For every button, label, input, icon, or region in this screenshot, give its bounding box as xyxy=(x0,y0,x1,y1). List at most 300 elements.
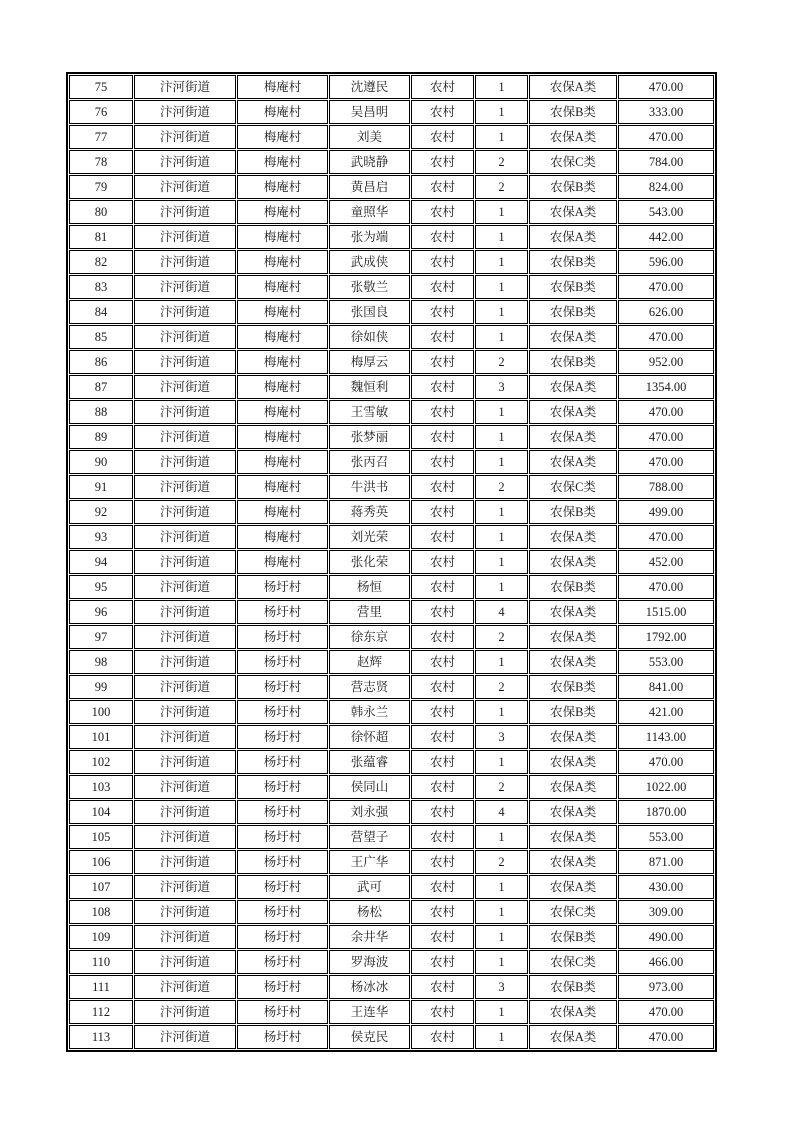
cell-category: 农保C类 xyxy=(529,950,617,974)
cell-street: 汴河街道 xyxy=(134,800,236,824)
cell-person-name: 张为端 xyxy=(329,225,410,249)
cell-sequence-number: 91 xyxy=(69,475,133,499)
cell-category: 农保A类 xyxy=(529,125,617,149)
cell-sequence-number: 93 xyxy=(69,525,133,549)
cell-person-name: 张敬兰 xyxy=(329,275,410,299)
cell-type: 农村 xyxy=(411,925,474,949)
cell-village: 杨圩村 xyxy=(237,1000,328,1024)
cell-sequence-number: 76 xyxy=(69,100,133,124)
cell-person-count: 1 xyxy=(475,400,528,424)
cell-amount: 470.00 xyxy=(618,575,714,599)
cell-person-name: 蒋秀英 xyxy=(329,500,410,524)
cell-street: 汴河街道 xyxy=(134,350,236,374)
cell-type: 农村 xyxy=(411,500,474,524)
cell-sequence-number: 81 xyxy=(69,225,133,249)
cell-person-name: 张化荣 xyxy=(329,550,410,574)
cell-street: 汴河街道 xyxy=(134,625,236,649)
cell-type: 农村 xyxy=(411,700,474,724)
cell-person-count: 2 xyxy=(475,850,528,874)
cell-type: 农村 xyxy=(411,250,474,274)
cell-amount: 470.00 xyxy=(618,75,714,99)
cell-sequence-number: 109 xyxy=(69,925,133,949)
cell-village: 杨圩村 xyxy=(237,725,328,749)
cell-type: 农村 xyxy=(411,575,474,599)
cell-person-name: 赵辉 xyxy=(329,650,410,674)
table-row xyxy=(69,700,714,724)
cell-village: 梅庵村 xyxy=(237,225,328,249)
cell-street: 汴河街道 xyxy=(134,475,236,499)
cell-street: 汴河街道 xyxy=(134,175,236,199)
cell-person-count: 1 xyxy=(475,1025,528,1049)
cell-street: 汴河街道 xyxy=(134,500,236,524)
table-row xyxy=(69,350,714,374)
cell-village: 杨圩村 xyxy=(237,950,328,974)
cell-category: 农保B类 xyxy=(529,975,617,999)
cell-sequence-number: 104 xyxy=(69,800,133,824)
cell-street: 汴河街道 xyxy=(134,850,236,874)
cell-amount: 841.00 xyxy=(618,675,714,699)
table-row xyxy=(69,575,714,599)
cell-amount: 470.00 xyxy=(618,450,714,474)
cell-type: 农村 xyxy=(411,850,474,874)
table-row xyxy=(69,275,714,299)
cell-person-count: 1 xyxy=(475,500,528,524)
cell-person-count: 1 xyxy=(475,700,528,724)
cell-street: 汴河街道 xyxy=(134,650,236,674)
cell-sequence-number: 102 xyxy=(69,750,133,774)
cell-amount: 553.00 xyxy=(618,650,714,674)
cell-village: 梅庵村 xyxy=(237,425,328,449)
cell-village: 梅庵村 xyxy=(237,350,328,374)
cell-amount: 470.00 xyxy=(618,325,714,349)
cell-type: 农村 xyxy=(411,375,474,399)
cell-type: 农村 xyxy=(411,275,474,299)
cell-person-count: 2 xyxy=(475,775,528,799)
cell-amount: 784.00 xyxy=(618,150,714,174)
cell-person-count: 3 xyxy=(475,975,528,999)
cell-type: 农村 xyxy=(411,100,474,124)
cell-type: 农村 xyxy=(411,75,474,99)
cell-street: 汴河街道 xyxy=(134,75,236,99)
cell-amount: 1515.00 xyxy=(618,600,714,624)
cell-category: 农保A类 xyxy=(529,650,617,674)
cell-person-count: 1 xyxy=(475,450,528,474)
cell-person-count: 1 xyxy=(475,200,528,224)
table-row xyxy=(69,375,714,399)
cell-person-count: 2 xyxy=(475,475,528,499)
table-row xyxy=(69,500,714,524)
cell-sequence-number: 110 xyxy=(69,950,133,974)
cell-street: 汴河街道 xyxy=(134,725,236,749)
cell-category: 农保A类 xyxy=(529,550,617,574)
cell-person-name: 侯克民 xyxy=(329,1025,410,1049)
cell-type: 农村 xyxy=(411,725,474,749)
cell-street: 汴河街道 xyxy=(134,150,236,174)
cell-village: 杨圩村 xyxy=(237,800,328,824)
cell-street: 汴河街道 xyxy=(134,825,236,849)
cell-person-count: 2 xyxy=(475,175,528,199)
cell-sequence-number: 107 xyxy=(69,875,133,899)
cell-person-name: 武成侠 xyxy=(329,250,410,274)
cell-village: 梅庵村 xyxy=(237,375,328,399)
cell-type: 农村 xyxy=(411,800,474,824)
cell-street: 汴河街道 xyxy=(134,375,236,399)
cell-person-name: 吴昌明 xyxy=(329,100,410,124)
cell-amount: 470.00 xyxy=(618,425,714,449)
cell-category: 农保A类 xyxy=(529,625,617,649)
cell-sequence-number: 75 xyxy=(69,75,133,99)
cell-village: 杨圩村 xyxy=(237,625,328,649)
cell-street: 汴河街道 xyxy=(134,275,236,299)
table-row xyxy=(69,250,714,274)
cell-type: 农村 xyxy=(411,600,474,624)
cell-type: 农村 xyxy=(411,825,474,849)
cell-person-name: 牛洪书 xyxy=(329,475,410,499)
cell-sequence-number: 112 xyxy=(69,1000,133,1024)
cell-village: 杨圩村 xyxy=(237,575,328,599)
cell-type: 农村 xyxy=(411,625,474,649)
cell-person-count: 1 xyxy=(475,925,528,949)
cell-type: 农村 xyxy=(411,675,474,699)
cell-village: 杨圩村 xyxy=(237,650,328,674)
cell-village: 梅庵村 xyxy=(237,275,328,299)
cell-sequence-number: 88 xyxy=(69,400,133,424)
cell-village: 杨圩村 xyxy=(237,675,328,699)
cell-amount: 596.00 xyxy=(618,250,714,274)
cell-person-count: 1 xyxy=(475,100,528,124)
cell-sequence-number: 108 xyxy=(69,900,133,924)
cell-sequence-number: 79 xyxy=(69,175,133,199)
cell-person-count: 1 xyxy=(475,750,528,774)
cell-person-name: 侯同山 xyxy=(329,775,410,799)
cell-person-name: 徐怀超 xyxy=(329,725,410,749)
cell-person-name: 韩永兰 xyxy=(329,700,410,724)
table-row xyxy=(69,825,714,849)
cell-person-count: 1 xyxy=(475,825,528,849)
cell-sequence-number: 96 xyxy=(69,600,133,624)
cell-person-name: 沈遵民 xyxy=(329,75,410,99)
cell-person-name: 杨恒 xyxy=(329,575,410,599)
cell-person-count: 2 xyxy=(475,625,528,649)
table-row xyxy=(69,800,714,824)
cell-person-count: 1 xyxy=(475,550,528,574)
cell-person-count: 1 xyxy=(475,300,528,324)
cell-category: 农保A类 xyxy=(529,450,617,474)
cell-street: 汴河街道 xyxy=(134,900,236,924)
cell-sequence-number: 86 xyxy=(69,350,133,374)
cell-type: 农村 xyxy=(411,775,474,799)
cell-category: 农保A类 xyxy=(529,75,617,99)
cell-type: 农村 xyxy=(411,425,474,449)
cell-amount: 470.00 xyxy=(618,400,714,424)
cell-amount: 543.00 xyxy=(618,200,714,224)
cell-village: 梅庵村 xyxy=(237,300,328,324)
cell-amount: 333.00 xyxy=(618,100,714,124)
cell-person-name: 张国良 xyxy=(329,300,410,324)
cell-village: 杨圩村 xyxy=(237,975,328,999)
cell-category: 农保A类 xyxy=(529,1000,617,1024)
cell-sequence-number: 92 xyxy=(69,500,133,524)
cell-street: 汴河街道 xyxy=(134,125,236,149)
cell-sequence-number: 83 xyxy=(69,275,133,299)
cell-category: 农保A类 xyxy=(529,600,617,624)
cell-person-count: 1 xyxy=(475,325,528,349)
cell-category: 农保A类 xyxy=(529,875,617,899)
cell-type: 农村 xyxy=(411,525,474,549)
cell-street: 汴河街道 xyxy=(134,200,236,224)
cell-type: 农村 xyxy=(411,450,474,474)
cell-person-count: 1 xyxy=(475,250,528,274)
cell-person-name: 梅厚云 xyxy=(329,350,410,374)
cell-category: 农保C类 xyxy=(529,900,617,924)
table-row xyxy=(69,725,714,749)
cell-category: 农保B类 xyxy=(529,250,617,274)
cell-category: 农保A类 xyxy=(529,400,617,424)
cell-amount: 470.00 xyxy=(618,525,714,549)
cell-amount: 1022.00 xyxy=(618,775,714,799)
cell-person-name: 张梦丽 xyxy=(329,425,410,449)
table-row xyxy=(69,1000,714,1024)
cell-street: 汴河街道 xyxy=(134,425,236,449)
cell-person-count: 1 xyxy=(475,900,528,924)
cell-person-name: 余井华 xyxy=(329,925,410,949)
cell-street: 汴河街道 xyxy=(134,975,236,999)
table-row xyxy=(69,1025,714,1049)
table-row xyxy=(69,750,714,774)
table-row xyxy=(69,975,714,999)
cell-category: 农保A类 xyxy=(529,850,617,874)
cell-village: 杨圩村 xyxy=(237,700,328,724)
cell-village: 梅庵村 xyxy=(237,550,328,574)
cell-amount: 788.00 xyxy=(618,475,714,499)
cell-category: 农保B类 xyxy=(529,275,617,299)
table-row xyxy=(69,125,714,149)
cell-person-name: 黄昌启 xyxy=(329,175,410,199)
cell-person-name: 张丙召 xyxy=(329,450,410,474)
cell-person-count: 1 xyxy=(475,125,528,149)
cell-sequence-number: 90 xyxy=(69,450,133,474)
cell-amount: 470.00 xyxy=(618,275,714,299)
cell-street: 汴河街道 xyxy=(134,225,236,249)
cell-amount: 470.00 xyxy=(618,125,714,149)
cell-type: 农村 xyxy=(411,550,474,574)
cell-category: 农保A类 xyxy=(529,200,617,224)
cell-category: 农保B类 xyxy=(529,300,617,324)
table-row xyxy=(69,175,714,199)
cell-sequence-number: 99 xyxy=(69,675,133,699)
cell-amount: 499.00 xyxy=(618,500,714,524)
table-row xyxy=(69,400,714,424)
cell-type: 农村 xyxy=(411,1000,474,1024)
cell-person-count: 2 xyxy=(475,675,528,699)
cell-sequence-number: 84 xyxy=(69,300,133,324)
cell-sequence-number: 78 xyxy=(69,150,133,174)
cell-person-name: 武可 xyxy=(329,875,410,899)
cell-street: 汴河街道 xyxy=(134,550,236,574)
cell-person-name: 王雪敏 xyxy=(329,400,410,424)
cell-category: 农保A类 xyxy=(529,825,617,849)
cell-street: 汴河街道 xyxy=(134,400,236,424)
cell-village: 梅庵村 xyxy=(237,125,328,149)
cell-person-name: 魏恒利 xyxy=(329,375,410,399)
cell-village: 梅庵村 xyxy=(237,250,328,274)
cell-sequence-number: 94 xyxy=(69,550,133,574)
cell-category: 农保A类 xyxy=(529,775,617,799)
cell-type: 农村 xyxy=(411,1025,474,1049)
table-row xyxy=(69,525,714,549)
cell-type: 农村 xyxy=(411,975,474,999)
cell-person-name: 刘美 xyxy=(329,125,410,149)
cell-person-count: 1 xyxy=(475,575,528,599)
cell-category: 农保B类 xyxy=(529,500,617,524)
cell-village: 梅庵村 xyxy=(237,150,328,174)
cell-sequence-number: 85 xyxy=(69,325,133,349)
cell-person-count: 1 xyxy=(475,525,528,549)
cell-category: 农保B类 xyxy=(529,175,617,199)
cell-person-count: 1 xyxy=(475,950,528,974)
cell-category: 农保B类 xyxy=(529,700,617,724)
table-row xyxy=(69,300,714,324)
cell-type: 农村 xyxy=(411,750,474,774)
cell-person-count: 1 xyxy=(475,425,528,449)
table-row xyxy=(69,225,714,249)
cell-village: 梅庵村 xyxy=(237,525,328,549)
cell-amount: 626.00 xyxy=(618,300,714,324)
cell-village: 梅庵村 xyxy=(237,450,328,474)
cell-amount: 470.00 xyxy=(618,750,714,774)
cell-street: 汴河街道 xyxy=(134,300,236,324)
cell-category: 农保A类 xyxy=(529,525,617,549)
cell-category: 农保B类 xyxy=(529,350,617,374)
cell-street: 汴河街道 xyxy=(134,875,236,899)
cell-street: 汴河街道 xyxy=(134,700,236,724)
cell-person-name: 徐东京 xyxy=(329,625,410,649)
cell-type: 农村 xyxy=(411,900,474,924)
cell-amount: 1870.00 xyxy=(618,800,714,824)
cell-amount: 421.00 xyxy=(618,700,714,724)
cell-sequence-number: 89 xyxy=(69,425,133,449)
cell-street: 汴河街道 xyxy=(134,575,236,599)
cell-type: 农村 xyxy=(411,300,474,324)
cell-person-name: 刘光荣 xyxy=(329,525,410,549)
cell-sequence-number: 87 xyxy=(69,375,133,399)
cell-category: 农保C类 xyxy=(529,475,617,499)
welfare-records-table xyxy=(66,72,717,1052)
cell-amount: 824.00 xyxy=(618,175,714,199)
cell-category: 农保B类 xyxy=(529,675,617,699)
cell-person-name: 武晓静 xyxy=(329,150,410,174)
cell-category: 农保A类 xyxy=(529,225,617,249)
cell-category: 农保A类 xyxy=(529,750,617,774)
cell-village: 梅庵村 xyxy=(237,75,328,99)
cell-street: 汴河街道 xyxy=(134,925,236,949)
table-row xyxy=(69,100,714,124)
table-row xyxy=(69,625,714,649)
cell-village: 梅庵村 xyxy=(237,200,328,224)
cell-type: 农村 xyxy=(411,475,474,499)
cell-village: 杨圩村 xyxy=(237,750,328,774)
table-row xyxy=(69,900,714,924)
cell-street: 汴河街道 xyxy=(134,675,236,699)
cell-village: 杨圩村 xyxy=(237,925,328,949)
cell-village: 梅庵村 xyxy=(237,400,328,424)
cell-amount: 309.00 xyxy=(618,900,714,924)
cell-category: 农保A类 xyxy=(529,1025,617,1049)
records-table-body xyxy=(69,75,714,1049)
cell-village: 杨圩村 xyxy=(237,825,328,849)
table-row xyxy=(69,775,714,799)
cell-street: 汴河街道 xyxy=(134,250,236,274)
cell-sequence-number: 101 xyxy=(69,725,133,749)
cell-sequence-number: 100 xyxy=(69,700,133,724)
cell-person-name: 王广华 xyxy=(329,850,410,874)
cell-village: 杨圩村 xyxy=(237,600,328,624)
cell-village: 梅庵村 xyxy=(237,325,328,349)
cell-person-count: 4 xyxy=(475,600,528,624)
cell-sequence-number: 77 xyxy=(69,125,133,149)
cell-amount: 1354.00 xyxy=(618,375,714,399)
cell-sequence-number: 113 xyxy=(69,1025,133,1049)
cell-street: 汴河街道 xyxy=(134,775,236,799)
cell-amount: 490.00 xyxy=(618,925,714,949)
cell-person-name: 营志贤 xyxy=(329,675,410,699)
cell-village: 梅庵村 xyxy=(237,475,328,499)
cell-type: 农村 xyxy=(411,350,474,374)
cell-person-count: 3 xyxy=(475,375,528,399)
cell-sequence-number: 95 xyxy=(69,575,133,599)
cell-sequence-number: 111 xyxy=(69,975,133,999)
cell-amount: 1143.00 xyxy=(618,725,714,749)
cell-amount: 952.00 xyxy=(618,350,714,374)
table-row xyxy=(69,850,714,874)
cell-street: 汴河街道 xyxy=(134,600,236,624)
cell-person-count: 1 xyxy=(475,875,528,899)
cell-amount: 470.00 xyxy=(618,1000,714,1024)
cell-category: 农保C类 xyxy=(529,150,617,174)
cell-amount: 466.00 xyxy=(618,950,714,974)
cell-sequence-number: 106 xyxy=(69,850,133,874)
cell-person-name: 张蕴睿 xyxy=(329,750,410,774)
table-row xyxy=(69,550,714,574)
cell-sequence-number: 103 xyxy=(69,775,133,799)
cell-village: 杨圩村 xyxy=(237,775,328,799)
cell-street: 汴河街道 xyxy=(134,100,236,124)
table-row xyxy=(69,675,714,699)
cell-type: 农村 xyxy=(411,325,474,349)
cell-type: 农村 xyxy=(411,125,474,149)
cell-person-count: 4 xyxy=(475,800,528,824)
cell-type: 农村 xyxy=(411,175,474,199)
table-row xyxy=(69,925,714,949)
cell-category: 农保A类 xyxy=(529,375,617,399)
cell-village: 杨圩村 xyxy=(237,875,328,899)
table-row xyxy=(69,475,714,499)
cell-category: 农保B类 xyxy=(529,925,617,949)
cell-village: 梅庵村 xyxy=(237,175,328,199)
cell-amount: 442.00 xyxy=(618,225,714,249)
cell-sequence-number: 97 xyxy=(69,625,133,649)
cell-person-count: 2 xyxy=(475,150,528,174)
cell-amount: 553.00 xyxy=(618,825,714,849)
cell-category: 农保A类 xyxy=(529,725,617,749)
table-row xyxy=(69,650,714,674)
cell-village: 杨圩村 xyxy=(237,850,328,874)
cell-village: 梅庵村 xyxy=(237,100,328,124)
table-row xyxy=(69,75,714,99)
cell-person-name: 营里 xyxy=(329,600,410,624)
table-row xyxy=(69,600,714,624)
cell-street: 汴河街道 xyxy=(134,1000,236,1024)
